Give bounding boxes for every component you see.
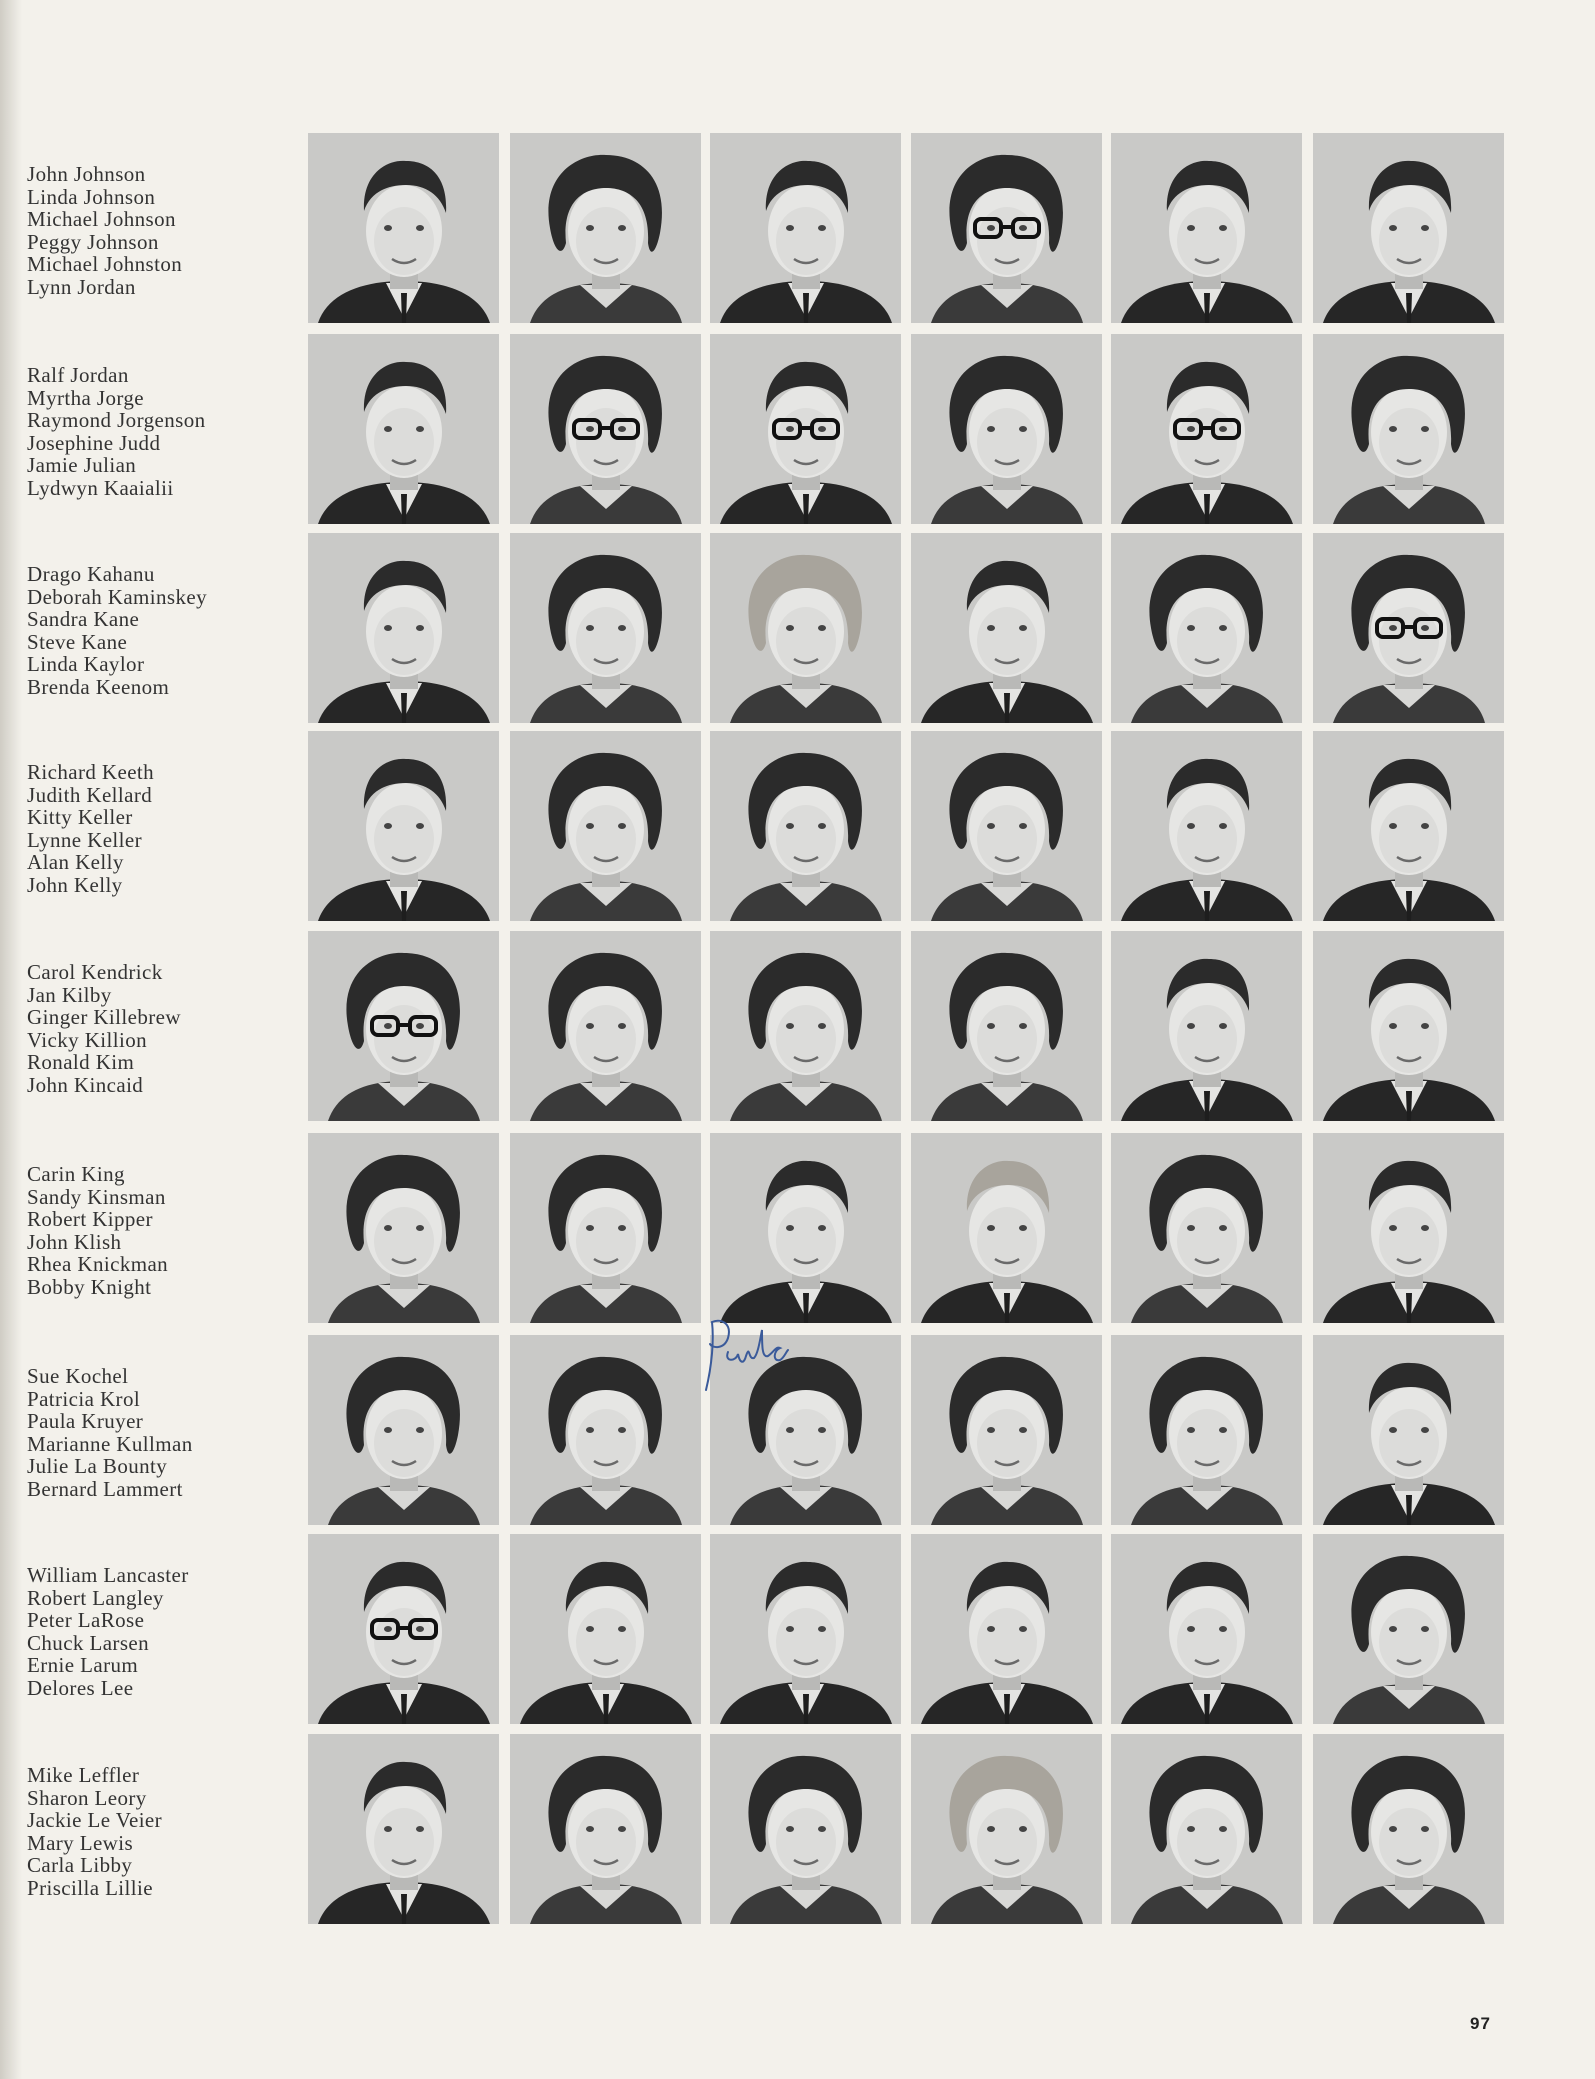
- student-row: [0, 931, 1595, 1121]
- student-portrait: [308, 533, 499, 723]
- student-name: Drago Kahanu: [27, 562, 155, 586]
- student-name: Mike Leffler: [27, 1763, 140, 1787]
- student-portrait: [510, 1335, 701, 1525]
- student-portrait: [510, 1534, 701, 1724]
- student-portrait: [911, 533, 1102, 723]
- handwritten-signature: [698, 1310, 808, 1405]
- student-portrait: [308, 1534, 499, 1724]
- page-number: 97: [1470, 2014, 1491, 2033]
- student-name: John Kelly: [27, 872, 123, 897]
- student-portrait: [1111, 1133, 1302, 1323]
- student-portrait: [308, 334, 499, 524]
- student-name: Lynn Jordan: [27, 274, 136, 299]
- student-name: John Klish: [27, 1229, 122, 1254]
- student-portrait: [308, 931, 499, 1121]
- student-name: Josephine Judd: [27, 430, 161, 455]
- student-portrait: [911, 1734, 1102, 1924]
- student-portrait: [510, 1734, 701, 1924]
- student-name: Peggy Johnson: [27, 229, 159, 254]
- student-name: Robert Langley: [27, 1585, 164, 1610]
- student-portrait: [1111, 731, 1302, 921]
- student-portrait: [710, 1734, 901, 1924]
- student-portrait: [1313, 931, 1504, 1121]
- student-name: Carin King: [27, 1162, 125, 1186]
- student-portrait: [710, 334, 901, 524]
- student-portrait: [710, 133, 901, 323]
- student-name: Sandy Kinsman: [27, 1184, 166, 1209]
- student-name: Patricia Krol: [27, 1386, 141, 1411]
- name-list: [27, 961, 181, 1096]
- student-portrait: [710, 1133, 901, 1323]
- student-name: Sharon Leory: [27, 1785, 147, 1810]
- student-portrait: [911, 1335, 1102, 1525]
- student-name: Jackie Le Veier: [27, 1808, 163, 1832]
- student-portrait: [911, 133, 1102, 323]
- student-portrait: [1313, 1335, 1504, 1525]
- student-name: Priscilla Lillie: [27, 1875, 153, 1900]
- student-name: Ernie Larum: [27, 1653, 139, 1677]
- student-name: Sue Kochel: [27, 1364, 129, 1388]
- student-name: Ronald Kim: [27, 1050, 135, 1074]
- student-portrait: [710, 533, 901, 723]
- student-name: Robert Kipper: [27, 1207, 153, 1231]
- student-portrait: [510, 731, 701, 921]
- student-row: [0, 731, 1595, 921]
- student-name: Mary Lewis: [27, 1830, 134, 1855]
- student-portrait: [1313, 533, 1504, 723]
- student-name: Julie La Bounty: [27, 1454, 168, 1478]
- student-portrait: [911, 334, 1102, 524]
- student-name: Peter LaRose: [27, 1608, 145, 1632]
- student-portrait: [1111, 1734, 1302, 1924]
- student-portrait: [308, 133, 499, 323]
- student-name: Steve Kane: [27, 629, 128, 654]
- student-portrait: [510, 533, 701, 723]
- student-row: [0, 533, 1595, 723]
- student-name: Carla Libby: [27, 1853, 133, 1877]
- student-portrait: [710, 931, 901, 1121]
- student-name: Marianne Kullman: [27, 1431, 193, 1456]
- student-portrait: [510, 334, 701, 524]
- student-portrait: [1313, 731, 1504, 921]
- name-list: [27, 563, 207, 698]
- student-name: Vicky Killion: [27, 1027, 148, 1052]
- student-name: Deborah Kaminskey: [27, 584, 207, 609]
- student-portrait: [510, 931, 701, 1121]
- student-name: Paula Kruyer: [27, 1409, 144, 1433]
- student-name: Bernard Lammert: [27, 1476, 183, 1501]
- student-portrait: [710, 1534, 901, 1724]
- student-portrait: [1111, 1534, 1302, 1724]
- student-name: Michael Johnston: [27, 252, 183, 276]
- student-portrait: [308, 731, 499, 921]
- student-row: [0, 133, 1595, 323]
- student-name: John Kincaid: [27, 1072, 144, 1097]
- student-name: Raymond Jorgenson: [27, 408, 206, 432]
- student-portrait: [1111, 533, 1302, 723]
- student-portrait: [1313, 334, 1504, 524]
- student-portrait: [1313, 1534, 1504, 1724]
- name-list: [27, 1365, 193, 1500]
- student-name: Lydwyn Kaaialii: [27, 475, 174, 500]
- student-name: Chuck Larsen: [27, 1630, 150, 1655]
- student-name: Lynne Keller: [27, 827, 143, 852]
- student-portrait: [308, 1734, 499, 1924]
- student-name: Brenda Keenom: [27, 674, 170, 699]
- student-portrait: [911, 931, 1102, 1121]
- student-portrait: [710, 731, 901, 921]
- student-name: Alan Kelly: [27, 850, 124, 874]
- student-name: Ginger Killebrew: [27, 1005, 181, 1029]
- student-portrait: [510, 133, 701, 323]
- student-name: Michael Johnson: [27, 207, 176, 231]
- student-row: [0, 1133, 1595, 1323]
- student-name: Linda Johnson: [27, 184, 156, 209]
- student-name: Ralf Jordan: [27, 363, 129, 387]
- student-portrait: [1111, 1335, 1302, 1525]
- student-name: Judith Kellard: [27, 782, 153, 807]
- student-row: [0, 334, 1595, 524]
- student-name: Bobby Knight: [27, 1274, 152, 1299]
- student-name: Myrtha Jorge: [27, 385, 144, 410]
- student-name: Delores Lee: [27, 1675, 134, 1700]
- student-name: Jamie Julian: [27, 453, 137, 477]
- student-portrait: [1111, 334, 1302, 524]
- student-name: Sandra Kane: [27, 607, 140, 631]
- name-list: [27, 163, 182, 298]
- student-name: John Johnson: [27, 162, 146, 186]
- name-list: [27, 1564, 189, 1699]
- student-name: Rhea Knickman: [27, 1252, 169, 1276]
- student-portrait: [1111, 931, 1302, 1121]
- student-portrait: [911, 731, 1102, 921]
- student-name: Carol Kendrick: [27, 960, 163, 984]
- student-row: [0, 1534, 1595, 1724]
- name-list: [27, 364, 206, 499]
- name-list: [27, 1764, 162, 1899]
- student-portrait: [911, 1133, 1102, 1323]
- student-name: Kitty Keller: [27, 805, 133, 829]
- student-portrait: [911, 1534, 1102, 1724]
- name-list: [27, 761, 154, 896]
- student-row: [0, 1734, 1595, 1924]
- student-name: William Lancaster: [27, 1563, 189, 1587]
- student-portrait: [1313, 1133, 1504, 1323]
- student-name: Richard Keeth: [27, 760, 155, 784]
- student-portrait: [308, 1335, 499, 1525]
- student-name: Linda Kaylor: [27, 652, 145, 676]
- student-portrait: [1313, 133, 1504, 323]
- student-portrait: [510, 1133, 701, 1323]
- name-list: [27, 1163, 168, 1298]
- student-name: Jan Kilby: [27, 982, 112, 1007]
- student-portrait: [1313, 1734, 1504, 1924]
- student-portrait: [1111, 133, 1302, 323]
- student-portrait: [308, 1133, 499, 1323]
